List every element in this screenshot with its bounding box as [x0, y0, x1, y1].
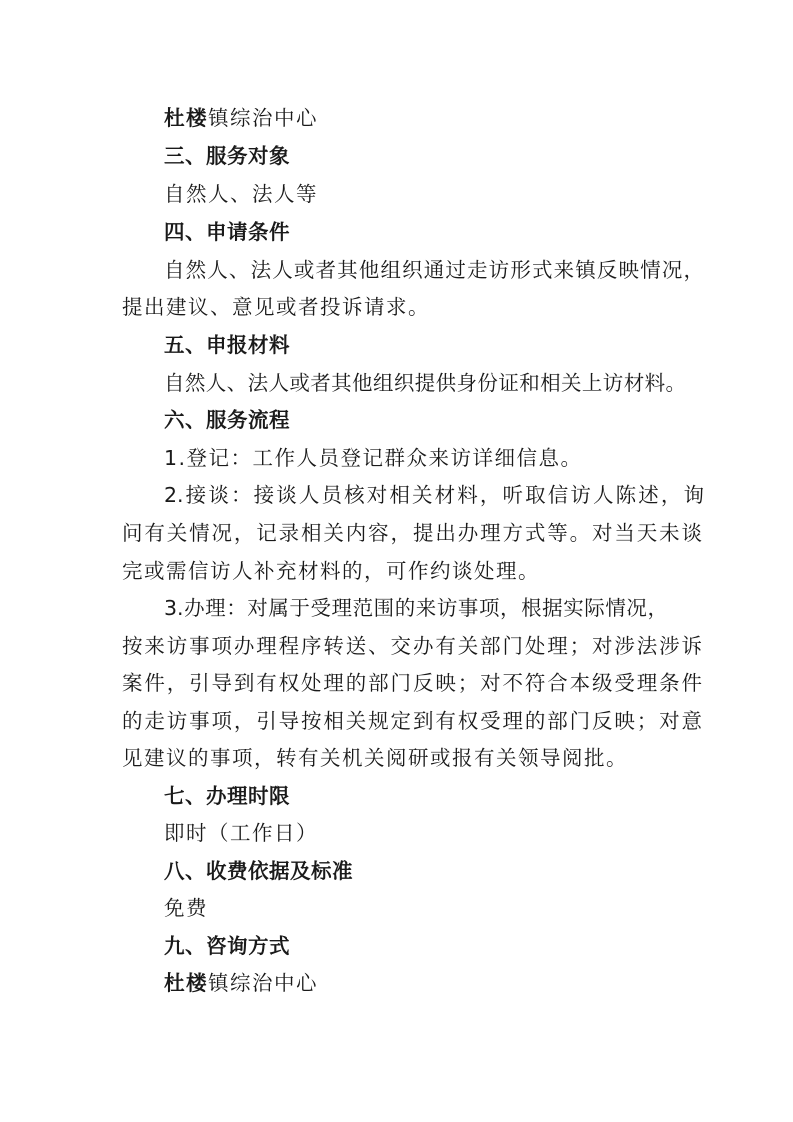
step-2-line-1: 2.接谈：接谈人员核对相关材料，听取信访人陈述，询: [164, 483, 704, 507]
step-3-line-2: 按来访事项办理程序转送、交办有关部门处理；对涉法涉诉: [122, 634, 702, 658]
section-3-body: 自然人、法人等: [164, 182, 318, 206]
section-3-heading: 三、服务对象: [164, 144, 290, 168]
unit-town-name: 杜楼: [164, 106, 208, 130]
step-2-line-3: 完或需信访人补充材料的，可作约谈处理。: [122, 559, 540, 583]
step-3-line-5: 见建议的事项，转有关机关阅研或报有关领导阅批。: [122, 746, 628, 770]
step-2-line-2: 问有关情况，记录相关内容，提出办理方式等。对当天未谈: [122, 521, 702, 545]
step-3-line-3: 案件，引导到有权处理的部门反映；对不符合本级受理条件: [122, 671, 702, 695]
section-9-heading: 九、咨询方式: [164, 934, 290, 958]
section-4-heading: 四、申请条件: [164, 220, 290, 244]
section-8-body: 免费: [164, 896, 208, 920]
unit-office-name: 镇综治中心: [208, 106, 318, 130]
section-8-heading: 八、收费依据及标准: [164, 859, 353, 883]
step-3-line-4: 的走访事项，引导按相关规定到有权受理的部门反映；对意: [122, 709, 702, 733]
section-5-body: 自然人、法人或者其他组织提供身份证和相关上访材料。: [164, 371, 686, 395]
section-6-heading: 六、服务流程: [164, 408, 290, 432]
consult-unit: [164, 969, 704, 997]
step-1-registration: 1.登记：工作人员登记群众来访详细信息。: [164, 446, 583, 470]
step-3-line-1: 3.办理：对属于受理范围的来访事项，根据实际情况，: [164, 596, 668, 620]
section-4-line-2: 提出建议、意见或者投诉请求。: [122, 295, 430, 319]
consult-town-name: 杜楼: [164, 971, 208, 995]
section-7-body: 即时（工作日）: [164, 821, 318, 845]
responsible-unit: [164, 104, 704, 132]
section-4-line-1: 自然人、法人或者其他组织通过走访形式来镇反映情况，: [164, 258, 704, 282]
section-7-heading: 七、办理时限: [164, 784, 290, 808]
consult-office-name: 镇综治中心: [208, 971, 318, 995]
section-5-heading: 五、申报材料: [164, 333, 290, 357]
